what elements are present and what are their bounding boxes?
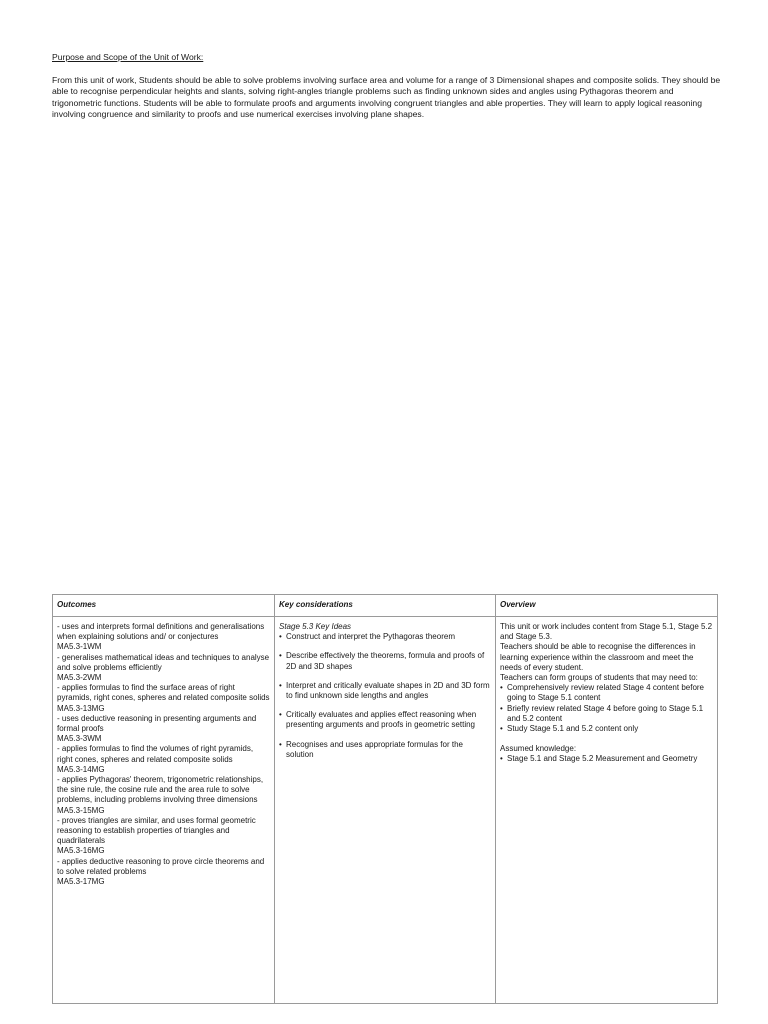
list-item: • Recognises and uses appropriate formulas for the solution	[279, 740, 491, 760]
assumed-knowledge-heading: Assumed knowledge:	[500, 744, 577, 754]
unit-of-work-table	[52, 594, 718, 1004]
outcome-code: MA5.3-13MG	[57, 703, 105, 713]
outcome-code: MA5.3-16MG	[57, 846, 105, 856]
header-overview: Overview	[496, 595, 718, 617]
outcome-code: MA5.3-14MG	[57, 764, 105, 774]
list-item: • Briefly review related Stage 4 before going to Stage 5.1 and 5.2 content	[500, 704, 713, 724]
list-item: • Describe effectively the theorems, formula and proofs of 2D and 3D shapes	[279, 651, 491, 671]
list-item: • Interpret and critically evaluate shapes in 2D and 3D form to find unknown side lengths and angles	[279, 681, 491, 701]
outcome-code: MA5.3-1WM	[57, 642, 102, 652]
key-ideas-list	[279, 632, 491, 760]
table-header-row	[53, 595, 718, 617]
overview-line: Teachers should be able to recognise the differences in learning experience within the classroom and meet the needs of every student.	[500, 642, 696, 672]
group-options-list	[500, 683, 713, 734]
outcome-line: - applies deductive reasoning to prove circle theorems and to solve related problems	[57, 856, 265, 876]
list-item: • Construct and interpret the Pythagoras theorem	[279, 632, 491, 642]
key-considerations-cell	[275, 617, 496, 1004]
list-item: • Critically evaluates and applies effect reasoning when presenting arguments and proofs in geometric setting	[279, 710, 491, 730]
scope-section	[52, 52, 722, 120]
assumed-knowledge-list	[500, 754, 713, 764]
outcome-line: - generalises mathematical ideas and techniques to analyse and solve problems efficiently	[57, 652, 270, 672]
outcome-code: MA5.3-15MG	[57, 805, 105, 815]
list-item: • Stage 5.1 and Stage 5.2 Measurement and Geometry	[500, 754, 713, 764]
stage-label: Stage 5.3 Key Ideas	[279, 622, 352, 631]
outcome-line: - applies formulas to find the volumes of right pyramids, right cones, spheres and related composite solids	[57, 744, 254, 764]
list-item: • Comprehensively review related Stage 4 content before going to Stage 5.1 content	[500, 683, 713, 703]
outcome-line: - applies formulas to find the surface areas of right pyramids, right cones, spheres and related composite solids	[57, 683, 270, 703]
scope-paragraph: From this unit of work, Students should be able to solve problems involving surface area and volume for a range of 3 Dimensional shapes and composite solids. They should be able to recognise perpendicular heights and slants, solving right-angles triangle problems such as finding unknown sides and angles using Pythagoras theorem and trigonometric functions. Students will be able to formulate proofs and arguments involving congruent triangles and able properties. They will learn to apply logical reasoning involving congruence and similarity to proofs and use numerical exercises involving plane shapes.	[52, 75, 721, 119]
overview-cell	[496, 617, 718, 1004]
outcome-line: - uses deductive reasoning in presenting arguments and formal proofs	[57, 713, 257, 734]
header-outcomes: Outcomes	[53, 595, 275, 617]
list-item: • Study Stage 5.1 and 5.2 content only	[500, 724, 713, 734]
outcome-line: - proves triangles are similar, and uses formal geometric reasoning to establish properties of triangles and quadrilaterals	[57, 815, 256, 846]
outcomes-cell	[53, 617, 275, 1004]
spacer	[500, 734, 713, 744]
outcome-code: MA5.3-17MG	[57, 877, 105, 887]
scope-heading: Purpose and Scope of the Unit of Work:	[52, 52, 204, 62]
overview-line: Teachers can form groups of students that may need to:	[500, 673, 698, 683]
header-key-considerations: Key considerations	[275, 595, 496, 617]
table-row	[53, 617, 718, 1004]
outcome-code: MA5.3-3WM	[57, 734, 102, 744]
outcome-line: - applies Pythagoras' theorem, trigonometric relationships, the sine rule, the cosine rule and the area rule to solve problems, including problems involving three dimensions	[57, 775, 264, 805]
outcome-code: MA5.3-2WM	[57, 673, 102, 683]
outcome-line: - uses and interprets formal definitions and generalisations when explaining solutions and/ or conjectures	[57, 622, 265, 642]
overview-line: This unit or work includes content from Stage 5.1, Stage 5.2 and Stage 5.3.	[500, 622, 713, 642]
